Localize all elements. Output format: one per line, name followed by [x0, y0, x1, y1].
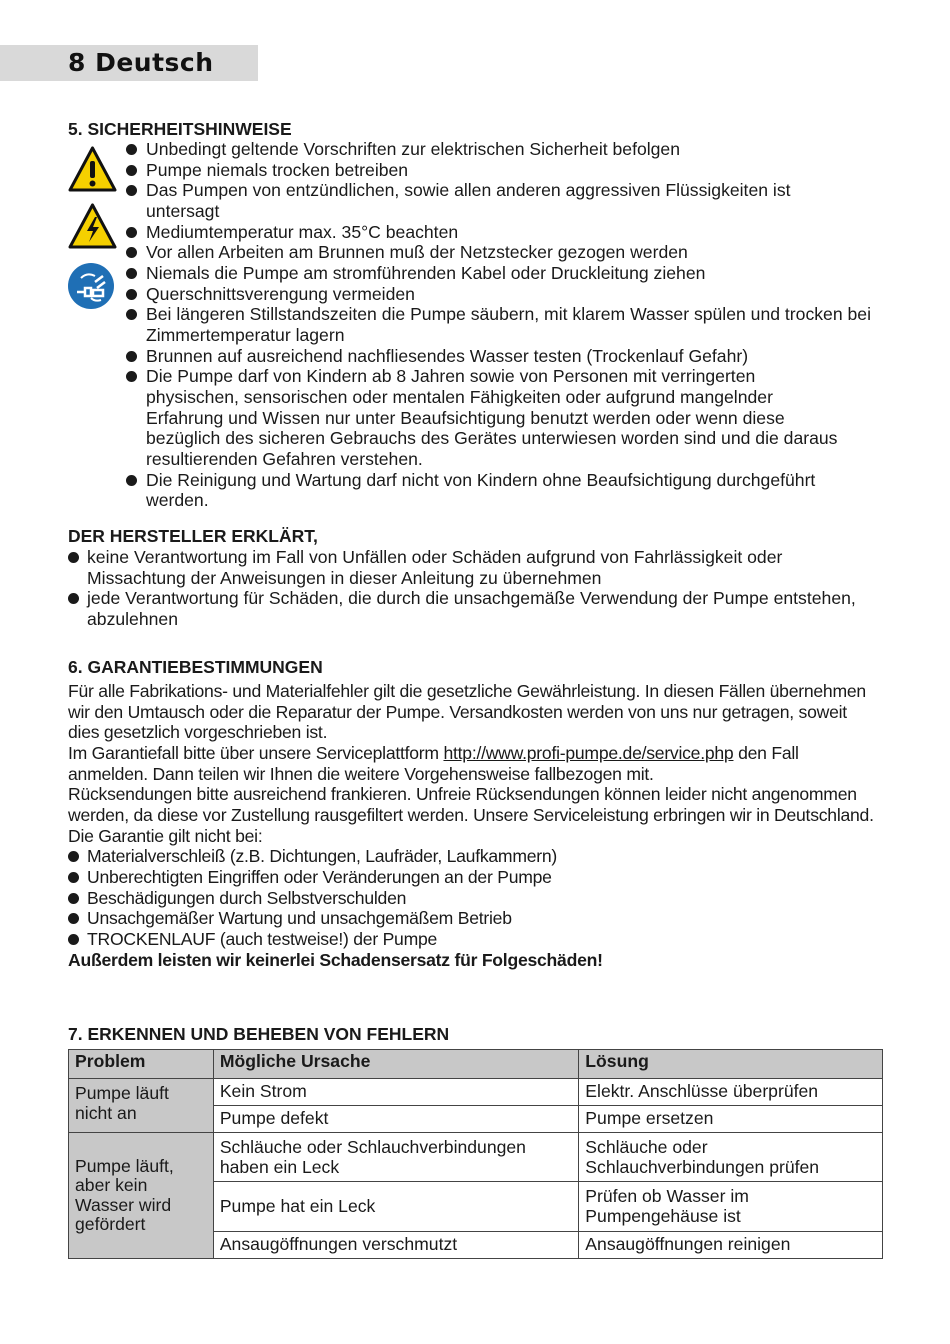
closing-statement: Außerdem leisten wir keinerlei Schadensersatz für Folgeschäden! [68, 949, 603, 970]
cause-cell: Pumpe hat ein Leck [213, 1182, 578, 1232]
list-item: jede Verantwortung für Schäden, die durch die unsachgemäße Verwendung der Pumpe entstehen, abzulehnen [68, 588, 878, 629]
header-problem: Problem [69, 1050, 214, 1079]
table-row [69, 1079, 883, 1106]
manufacturer-list [68, 547, 878, 630]
bullet-icon [126, 475, 137, 486]
problem-cell: Pumpe läuft, aber kein Wasser wird gefördert [69, 1133, 214, 1259]
bullet-icon [68, 872, 79, 883]
list-item: Unbedingt geltende Vorschriften zur elektrischen Sicherheit befolgen [126, 139, 878, 160]
solution-cell: Ansaugöffnungen reinigen [579, 1232, 883, 1259]
table-header-row [69, 1050, 883, 1079]
header-solution: Lösung [579, 1050, 883, 1079]
header-cause: Mögliche Ursache [213, 1050, 578, 1079]
bullet-icon [126, 289, 137, 300]
section5-title: 5. SICHERHEITSHINWEISE [68, 119, 292, 139]
service-link[interactable]: http://www.profi-pumpe.de/service.php [443, 742, 734, 763]
unplug-mains-icon [67, 262, 115, 310]
paragraph: Die Garantie gilt nicht bei: [68, 825, 263, 846]
problem-cell: Pumpe läuft nicht an [69, 1079, 214, 1133]
section7-title: 7. ERKENNEN UND BEHEBEN VON FEHLERN [68, 1024, 450, 1044]
list-item: Das Pumpen von entzündlichen, sowie allen anderen aggressiven Flüssigkeiten ist untersagt [126, 180, 826, 221]
bullet-icon [126, 351, 137, 362]
list-item: Unsachgemäßer Wartung und unsachgemäßem Betrieb [68, 908, 880, 929]
solution-cell: Pumpe ersetzen [579, 1106, 883, 1133]
high-voltage-icon [68, 203, 117, 249]
list-item: Mediumtemperatur max. 35°C beachten [126, 222, 878, 243]
list-item: Brunnen auf ausreichend nachfliesendes Wasser testen (Trockenlauf Gefahr) [126, 346, 878, 367]
safety-list [126, 139, 878, 511]
list-item: Niemals die Pumpe am stromführenden Kabel oder Druckleitung ziehen [126, 263, 878, 284]
bullet-icon [126, 165, 137, 176]
list-item: Materialverschleiß (z.B. Dichtungen, Laufräder, Laufkammern) [68, 846, 880, 867]
cause-cell: Ansaugöffnungen verschmutzt [213, 1232, 578, 1259]
bullet-icon [126, 144, 137, 155]
troubleshooting-table [68, 1049, 883, 1259]
list-item: TROCKENLAUF (auch testweise!) der Pumpe [68, 929, 880, 950]
bullet-icon [126, 268, 137, 279]
list-item: Unberechtigten Eingriffen oder Veränderungen an der Pumpe [68, 867, 880, 888]
warning-triangle-icon [68, 146, 117, 192]
list-item: Vor allen Arbeiten am Brunnen muß der Netzstecker gezogen werden [126, 242, 878, 263]
page-header: 8 Deutsch [68, 48, 214, 77]
solution-cell: Prüfen ob Wasser im Pumpengehäuse ist [579, 1182, 883, 1232]
solution-cell: Schläuche oder Schlauchverbindungen prüfen [579, 1133, 883, 1182]
warranty-text [68, 681, 880, 970]
paragraph: Für alle Fabrikations- und Materialfehler gilt die gesetzliche Gewährleistung. In diesen Fällen übernehmen wir den Umtausch oder die Reparatur der Pumpe. Versandkosten werden von uns nur getragen, soweit dies gesetzlich vorgeschrieben ist. [68, 681, 866, 743]
cause-cell: Pumpe defekt [213, 1106, 578, 1133]
cause-cell: Schläuche oder Schlauchverbindungen haben ein Leck [213, 1133, 578, 1182]
manufacturer-title: DER HERSTELLER ERKLÄRT, [68, 526, 318, 546]
list-item: keine Verantwortung im Fall von Unfällen oder Schäden aufgrund von Fahrlässigkeit oder Missachtung der Anweisungen in dieser Anleitung zu übernehmen [68, 547, 878, 588]
bullet-icon [68, 934, 79, 945]
table-row [69, 1133, 883, 1182]
list-item: Beschädigungen durch Selbstverschulden [68, 888, 880, 909]
list-item: Bei längeren Stillstandszeiten die Pumpe säubern, mit klarem Wasser spülen und trocken bei Zimmertemperatur lagern [126, 304, 878, 345]
paragraph: Im Garantiefall bitte über unsere Serviceplattform http://www.profi-pumpe.de/service.php den Fall anmelden. Dann teilen wir Ihnen die weitere Vorgehensweise fallbezogen mit. [68, 742, 799, 784]
bullet-icon [68, 552, 79, 563]
solution-cell: Elektr. Anschlüsse überprüfen [579, 1079, 883, 1106]
list-item: Querschnittsverengung vermeiden [126, 284, 878, 305]
bullet-icon [68, 893, 79, 904]
section6-title: 6. GARANTIEBESTIMMUNGEN [68, 657, 323, 677]
list-item: Pumpe niemals trocken betreiben [126, 160, 878, 181]
bullet-icon [126, 227, 137, 238]
paragraph: Rücksendungen bitte ausreichend frankieren. Unfreie Rücksendungen können leider nicht angenommen werden, da diese vor Zustellung rausgefiltert werden. Unsere Serviceleistung erbringen wir in Deutschland. [68, 784, 874, 825]
list-item: Die Reinigung und Wartung darf nicht von Kindern ohne Beaufsichtigung durchgeführt werden. [126, 470, 878, 511]
cause-cell: Kein Strom [213, 1079, 578, 1106]
list-item: Die Pumpe darf von Kindern ab 8 Jahren sowie von Personen mit verringerten physischen, sensorischen oder mentalen Fähigkeiten oder aufgrund mangelnder Erfahrung und Wissen nur unter Beaufsichtigung benutzt werden oder wenn diese bezüglich des sicheren Gebrauchs des Gerätes unterwiesen worden sind und die daraus resultierenden Gefahren verstehen. [126, 366, 851, 469]
